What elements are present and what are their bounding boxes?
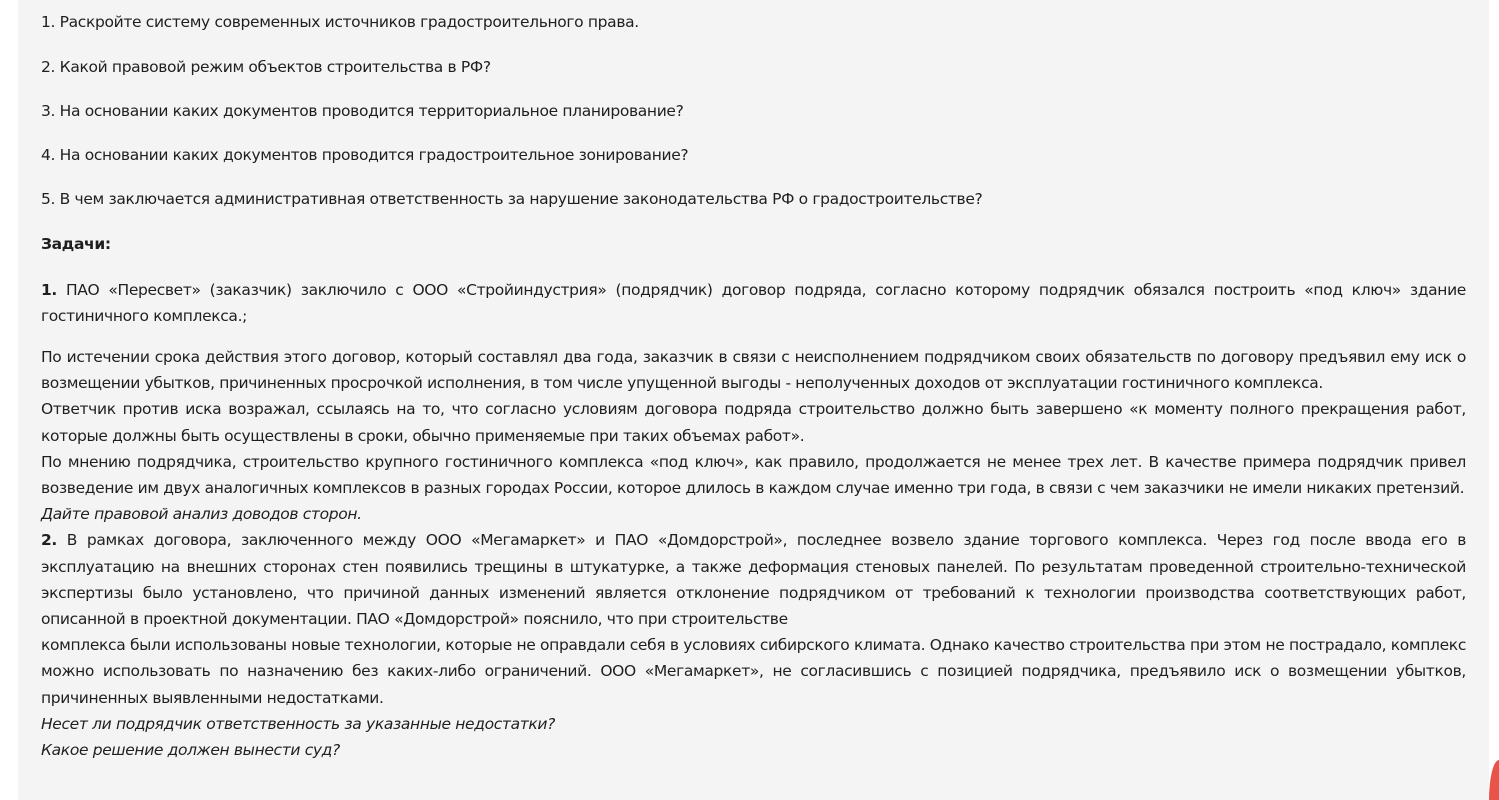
corner-decoration xyxy=(1489,760,1499,800)
question-3: 3. На основании каких документов проводится территориальное планирование? xyxy=(41,102,684,120)
question-4: 4. На основании каких документов проводится градостроительное зонирование? xyxy=(41,146,689,164)
task-1-paragraph-2: Ответчик против иска возражал, ссылаясь на то, что согласно условиям договора подряда строительство должно быть завершено «к моменту полного прекращения работ, которые должны быть осуществлены в сроки, обычно применяемые при таких объемах работ». xyxy=(41,400,1466,445)
task-1-number: 1. xyxy=(41,281,57,299)
task-1-intro-text: ПАО «Пересвет» (заказчик) заключило с ООО «Стройиндустрия» (подрядчик) договор подряда, согласно которому подрядчик обязался построить «под ключ» здание гостиничного комплекса.; xyxy=(41,281,1466,326)
task-2-question-2: Какое решение должен вынести суд? xyxy=(41,741,340,760)
question-2: 2. Какой правовой режим объектов строительства в РФ? xyxy=(41,58,491,76)
task-1-paragraph-1: По истечении срока действия этого договор, который составлял два года, заказчик в связи с неисполнением подрядчиком своих обязательств по договору предъявил ему иск о возмещении убытков, причиненных просрочкой исполнения, в том числе упущенной выгоды - неполученных доходов от эксплуатации гостиничного комплекса. xyxy=(41,348,1466,393)
task-1-paragraph-3: По мнению подрядчика, строительство крупного гостиничного комплекса «под ключ», как правило, продолжается не менее трех лет. В качестве примера подрядчик привел возведение им двух аналогичных комплексов в разных городах России, которое длилось в каждом случае именно три года, в связи с чем заказчики не имели никаких претензий. xyxy=(41,452,1466,498)
task-2-paragraph-2: комплекса были использованы новые технологии, которые не оправдали себя в условиях сибирского климата. Однако качество строительства при этом не пострадало, комплекс можно использовать по назначению без каких-либо ограничений. ООО «Мегамаркет», не согласившись с позицией подрядчика, предъявило иск о возмещении убытков, причиненных выявленными недостатками. xyxy=(41,636,1466,707)
task-2-paragraph-1-text: В рамках договора, заключенного между ООО «Мегамаркет» и ПАО «Домдорстрой», последнее возвело здание торгового комплекса. Через год после ввода его в эксплуатацию на внешних сторонах стен появились трещины в штукатурке, а также деформация стеновых панелей. По результатам проведенной строительно-технической экспертизы было установлено, что причиной данных изменений является отклонение подрядчиком от требований к технологии производства соответствующих работ, описанной в проектной документации. ПАО «Домдорстрой» пояснило, что при строительстве xyxy=(41,531,1466,629)
task-2-number: 2. xyxy=(41,531,57,550)
task-1-body xyxy=(41,344,1466,763)
task-1-intro xyxy=(41,277,1466,329)
task-2-question-1: Несет ли подрядчик ответственность за указанные недостатки? xyxy=(41,714,556,733)
question-1: 1. Раскройте систему современных источников градостроительного права. xyxy=(41,13,639,31)
question-5: 5. В чем заключается административная ответственность за нарушение законодательства РФ о градостроительстве? xyxy=(41,190,983,208)
task-2-paragraph-1 xyxy=(41,527,1466,632)
tasks-heading: Задачи: xyxy=(41,235,111,253)
task-1-question: Дайте правовой анализ доводов сторон. xyxy=(41,505,362,524)
